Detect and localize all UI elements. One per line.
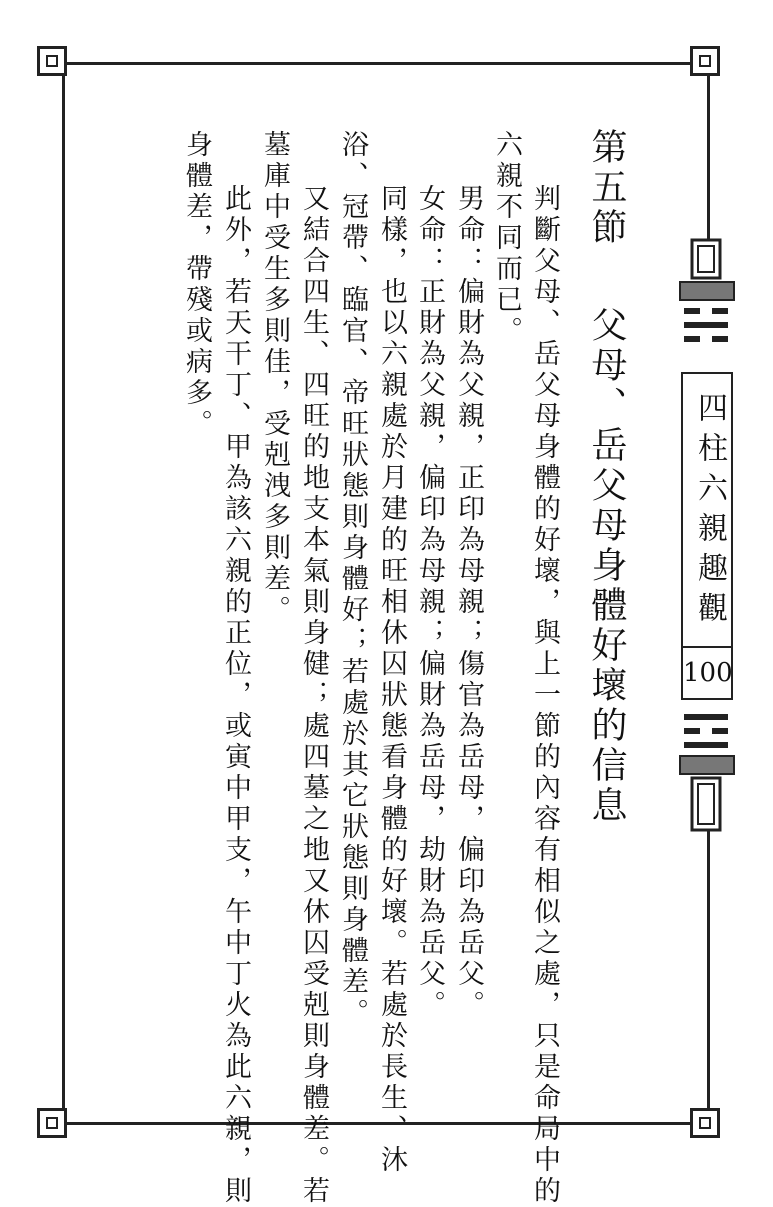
text-column-9: 此外，若天干丁、甲為該六親的正位，或寅中甲支，午中丁火為此六親，則 <box>220 184 251 1207</box>
frame-right-line-upper <box>707 62 710 242</box>
frame-bottom-line <box>62 1122 682 1125</box>
corner-ornament-bottom-left <box>37 1108 67 1138</box>
frame-top-line <box>62 62 682 65</box>
text-column-4: 女命：正財為父親，偏印為母親；偏財為岳母，劫財為岳父。 <box>414 184 445 1021</box>
text-column-3: 男命：偏財為父親，正印為母親；傷官為岳母，偏印為岳父。 <box>453 184 484 1021</box>
book-title: 四柱六親趣觀 <box>692 392 727 632</box>
section-title: 父母、岳父母身體好壞的信息 <box>586 306 627 826</box>
text-column-1: 判斷父母、岳父母身體的好壞，與上一節的內容有相似之處，只是命局中的 <box>529 184 560 1207</box>
text-column-7: 又結合四生、四旺的地支本氣則身健；處四墓之地又休囚受剋則身體差。若 <box>298 184 329 1207</box>
upper-tab-ornament <box>676 238 738 372</box>
frame-right-line-lower <box>707 820 710 1124</box>
section-heading <box>586 128 627 826</box>
corner-ornament-bottom-right <box>690 1108 720 1138</box>
section-number: 第五節 <box>586 128 627 248</box>
text-column-2: 六親不同而已。 <box>491 130 522 347</box>
text-column-10: 身體差，帶殘或病多。 <box>181 130 212 440</box>
text-column-5: 同樣，也以六親處於月建的旺相休囚狀態看身體的好壞。若處於長生、沐 <box>376 184 407 1176</box>
lower-tab-ornament <box>676 712 738 836</box>
frame-left-line <box>62 62 65 1124</box>
corner-ornament-top-right <box>690 46 720 76</box>
text-column-6: 浴、冠帶、臨官、帝旺狀態則身體好；若處於其它狀態則身體差。 <box>337 130 368 1029</box>
corner-ornament-top-left <box>37 46 67 76</box>
side-tab <box>681 372 733 700</box>
text-column-8: 墓庫中受生多則佳，受剋洩多則差。 <box>259 130 290 626</box>
page-number: 100 <box>683 646 731 698</box>
